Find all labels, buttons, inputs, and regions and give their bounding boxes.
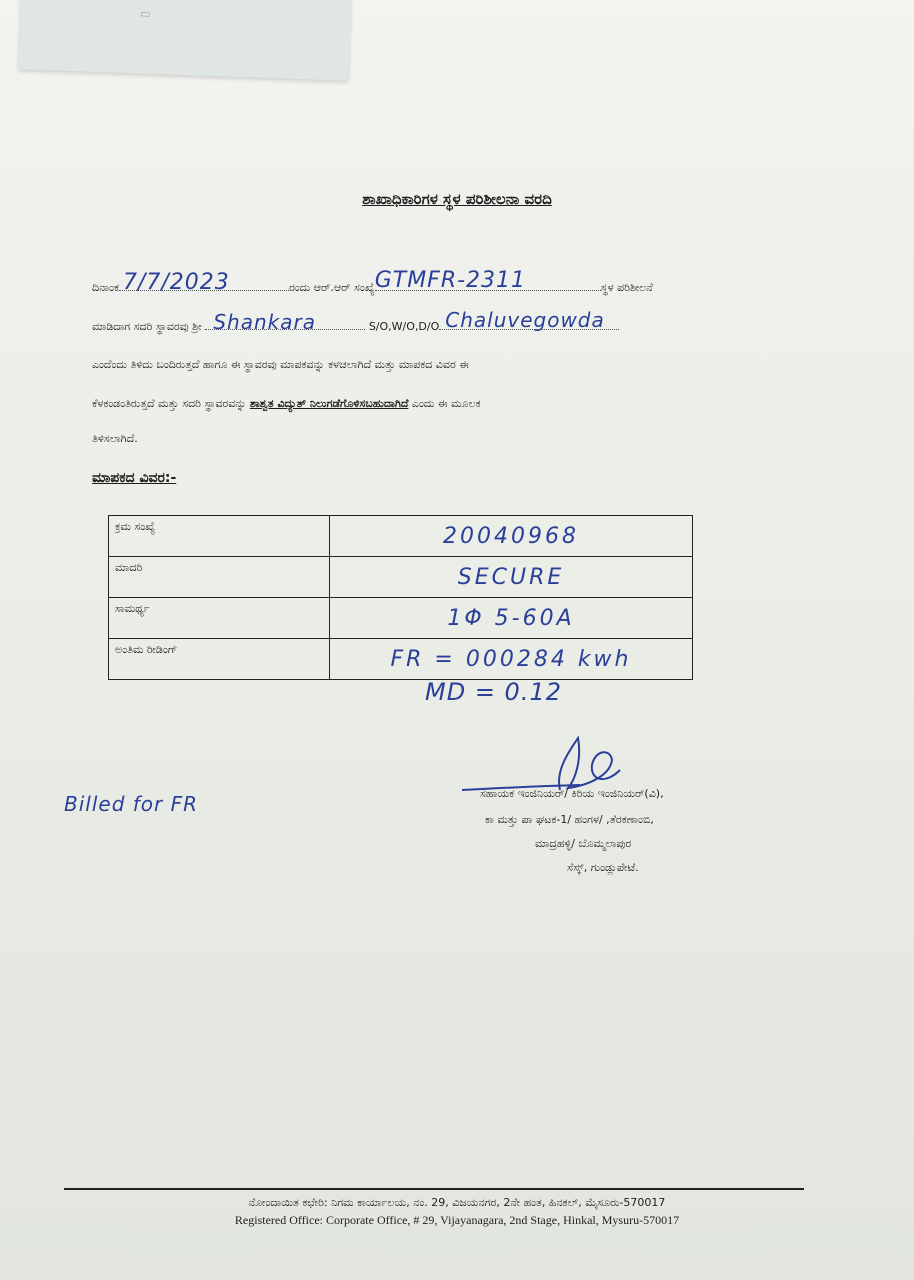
para-line-1 [92,268,653,295]
signatory-line-3: ಮಾದ್ರಹಳ್ಳಿ/ ಬೊಮ್ಮಲಾಪುರ [535,837,632,850]
rr-value: GTMFR-2311 [374,268,527,293]
signatory-line-1: ಸಹಾಯಕ ಇಂಜಿನಿಯರ್/ ಕಿರಿಯ ಇಂಜಿನಿಯರ್(ವಿ), [480,787,664,800]
relation-label: S/O,W/O,D/O [368,320,440,333]
page-title: ಶಾಖಾಧಿಕಾರಿಗಳ ಸ್ಥಳ ಪರಿಶೀಲನಾ ವರದಿ [362,190,552,208]
para-line-2 [92,308,619,334]
para-line-3: ಎಂದೆಂದು ತಿಳಿದು ಬಂದಿರುತ್ತದೆ ಹಾಗೂ ಈ ಸ್ಥಾವರವು ಮಾಪಕವನ್ನು ಕಳಚಲಾಗಿದೆ ಮತ್ತು ಮಾಪಕದ ವಿವರ ಈ [92,358,469,371]
father-blank [439,308,619,332]
father-value: Chaluvegowda [445,308,605,332]
rr-label: ರಂದು ಆರ್.ಆರ್ ಸಂಖ್ಯೆ [288,281,375,294]
para-line-4 [92,397,481,411]
table-row [109,516,693,557]
line4-bold: ಶಾಶ್ವತ ವಿದ್ಯುತ್ ನಿಲುಗಡೆಗೊಳಿಸಬಹುದಾಗಿದೆ [249,397,409,410]
row-value: 1Φ 5-60A [330,598,693,639]
table-row [109,639,693,680]
signatory-line-4: ಸೆಸ್ಕ್, ಗುಂಡ್ಲುಪೇಟೆ. [567,861,639,874]
row-label: ಅಂತಿಮ ರೀಡಿಂಗ್ [109,639,330,680]
line2-start: ಮಾಡಿದಾಗ ಸದರಿ ಸ್ಥಾವರವು ಶ್ರೀ [92,320,202,333]
date-blank [119,270,289,295]
meter-heading: ಮಾಪಕದ ವಿವರ:- [92,470,177,486]
row-label: ಮಾದರಿ [109,557,330,598]
name-blank [205,310,365,334]
footer-english: Registered Office: Corporate Office, # 29, Vijayanagara, 2nd Stage, Hinkal, Mysuru-570017 [234,1213,680,1227]
row-label: ಸಾಮರ್ಥ್ಯ [109,598,330,639]
line4-end: ಎಂದು ಈ ಮೂಲಕ [411,397,481,410]
row-value: SECURE [330,557,693,598]
line4-start: ಕೆಳಕಂಡಂತಿರುತ್ತದೆ ಮತ್ತು ಸದರಿ ಸ್ಥಾವರವನ್ನು [92,397,247,410]
md-note: MD = 0.12 [425,678,562,706]
table-row [109,598,693,639]
date-label: ದಿನಾಂಕ [92,281,119,294]
billed-note: Billed for FR [64,792,199,816]
footer-kannada: ನೋಂದಾಯಿತ ಕಛೇರಿ: ನಿಗಮ ಕಾರ್ಯಾಲಯ, ನಂ. 29, ವಿಜಯನಗರ, 2ನೇ ಹಂತ, ಹಿನಕಲ್, ಮೈಸೂರು-570017 [248,1196,666,1209]
rr-blank [374,268,601,293]
row-value: FR = 000284 kwh [330,639,693,680]
para-line-5: ತಿಳಿಸಲಾಗಿದೆ. [92,432,138,445]
footer-divider [64,1188,804,1190]
line1-end: ಸ್ಥಳ ಪರಿಶೀಲನೆ [600,281,653,294]
row-label: ಕ್ರಮ ಸಂಖ್ಯೆ [109,516,330,557]
name-value: Shankara [213,310,316,334]
row-value: 20040968 [330,516,693,557]
signatory-line-2: ಕಾ ಮತ್ತು ಪಾ ಘಟಕ-1/ ಹಂಗಳ/ ,ತೆರಕಣಾಂಬಿ, [485,813,654,826]
table-row [109,557,693,598]
meter-table [108,515,693,680]
date-value: 7/7/2023 [122,270,230,295]
attached-slip: ▭ [18,0,351,81]
